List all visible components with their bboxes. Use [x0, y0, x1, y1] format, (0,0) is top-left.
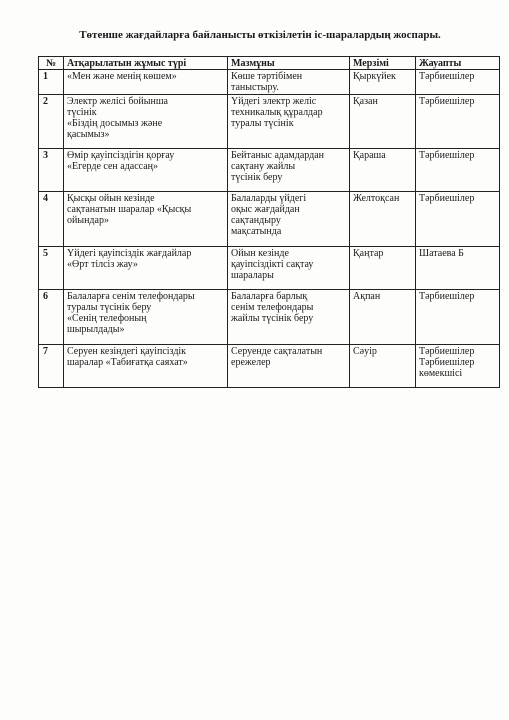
cell-text-line: Тәрбиешілер [419, 291, 475, 302]
cell-term [350, 70, 416, 95]
cell-text-line: Ақпан [353, 291, 381, 302]
table-row [39, 290, 500, 345]
cell-work-type [64, 95, 228, 149]
cell-text-line: Серуен кезіндегі қауіпсіздік [67, 346, 187, 357]
cell-content [228, 149, 350, 192]
cell-work-type [64, 192, 228, 247]
cell-text-line: таныстыру. [231, 82, 279, 93]
cell-text-line: туралы түсінік беру [67, 302, 152, 313]
cell-content [228, 95, 350, 149]
plan-table [38, 56, 500, 388]
cell-text-line: қасымыз» [67, 129, 110, 140]
cell-number: 5 [39, 247, 64, 290]
cell-text-line: Серуенде сақталатын [231, 346, 323, 357]
cell-term [350, 247, 416, 290]
cell-work-type [64, 290, 228, 345]
cell-text-line: Үйдегі электр желіс [231, 96, 317, 107]
cell-text-line: Тәрбиешілер [419, 96, 475, 107]
cell-text-line: шаралар «Табиғатқа саяхат» [67, 357, 188, 368]
cell-text-line: «Мен және менің көшем» [67, 71, 177, 82]
cell-responsible [416, 192, 500, 247]
cell-number: 7 [39, 345, 64, 388]
cell-number: 6 [39, 290, 64, 345]
cell-text-line: сенім телефондары [231, 302, 314, 313]
cell-content [228, 192, 350, 247]
cell-responsible [416, 345, 500, 388]
cell-work-type [64, 345, 228, 388]
table-row [39, 247, 500, 290]
cell-text-line: Тәрбиешілер [419, 71, 475, 82]
cell-term [350, 192, 416, 247]
cell-responsible [416, 95, 500, 149]
cell-text-line: туралы түсінік [231, 118, 294, 129]
cell-text-line: Тәрбиешілер [419, 357, 475, 368]
cell-term [350, 95, 416, 149]
cell-term [350, 149, 416, 192]
cell-responsible [416, 290, 500, 345]
cell-work-type [64, 247, 228, 290]
table-row [39, 192, 500, 247]
cell-number: 3 [39, 149, 64, 192]
cell-responsible [416, 247, 500, 290]
cell-text-line: «Сенің телефоның [67, 313, 147, 324]
header-content: Мазмұны [228, 57, 350, 70]
cell-text-line: Электр желісі бойынша [67, 96, 168, 107]
cell-work-type [64, 70, 228, 95]
cell-text-line: Тәрбиешілер [419, 346, 475, 357]
cell-number: 1 [39, 70, 64, 95]
cell-text-line: қауіпсіздікті сақтау [231, 259, 314, 270]
table-row [39, 70, 500, 95]
cell-text-line: шырылдады» [67, 324, 125, 335]
cell-text-line: Тәрбиешілер [419, 150, 475, 161]
table-header-row [39, 57, 500, 70]
cell-text-line: Қазан [353, 96, 378, 107]
cell-text-line: «Егерде сен адассаң» [67, 161, 159, 172]
cell-text-line: «Өрт тілсіз жау» [67, 259, 138, 270]
header-responsible: Жауапты [416, 57, 500, 70]
cell-text-line: Бейтаныс адамдардан [231, 150, 325, 161]
cell-text-line: жайлы түсінік беру [231, 313, 314, 324]
document-title: Төтенше жағдайларға байланысты өткізілетін іс-шаралардың жоспары. [79, 29, 441, 41]
cell-number: 2 [39, 95, 64, 149]
cell-text-line: сақтану жайлы [231, 161, 296, 172]
cell-text-line: Қысқы ойын кезінде [67, 193, 155, 204]
table-row [39, 149, 500, 192]
header-number: № [39, 57, 64, 70]
cell-number: 4 [39, 192, 64, 247]
cell-text-line: түсінік беру [231, 172, 283, 183]
cell-term [350, 290, 416, 345]
cell-text-line: мақсатында [231, 226, 282, 237]
cell-text-line: Өмір қауіпсіздігін қорғау [67, 150, 175, 161]
cell-text-line: көмекшісі [419, 368, 463, 379]
cell-content [228, 290, 350, 345]
cell-text-line: түсінік [67, 107, 97, 118]
cell-text-line: Балаларға сенім телефондары [67, 291, 195, 302]
cell-text-line: ойындар» [67, 215, 109, 226]
cell-text-line: техникалық құралдар [231, 107, 323, 118]
cell-responsible [416, 70, 500, 95]
table-row [39, 95, 500, 149]
cell-term [350, 345, 416, 388]
cell-content [228, 247, 350, 290]
cell-text-line: оқыс жағдайдан [231, 204, 300, 215]
cell-text-line: Сәуір [353, 346, 377, 357]
cell-text-line: Үйдегі қауіпсіздік жағдайлар [67, 248, 192, 259]
cell-text-line: «Біздің досымыз және [67, 118, 163, 129]
cell-text-line: Балаларға барлық [231, 291, 308, 302]
cell-text-line: Қыркүйек [353, 71, 396, 82]
cell-text-line: Балаларды үйдегі [231, 193, 307, 204]
cell-text-line: сақтандыру [231, 215, 281, 226]
header-term: Мерзімі [350, 57, 416, 70]
cell-responsible [416, 149, 500, 192]
cell-text-line: шаралары [231, 270, 274, 281]
cell-text-line: Желтоқсан [353, 193, 400, 204]
cell-text-line: Көше тәртібімен [231, 71, 303, 82]
header-work-type: Атқарылатын жұмыс түрі [64, 57, 228, 70]
cell-content [228, 345, 350, 388]
cell-text-line: Қаңтар [353, 248, 384, 259]
cell-work-type [64, 149, 228, 192]
cell-text-line: Тәрбиешілер [419, 193, 475, 204]
cell-text-line: Ойын кезінде [231, 248, 289, 259]
table-row [39, 345, 500, 388]
cell-text-line: сақтанатын шаралар «Қысқы [67, 204, 192, 215]
cell-text-line: ережелер [231, 357, 271, 368]
cell-text-line: Шатаева Б [419, 248, 464, 259]
cell-text-line: Қараша [353, 150, 386, 161]
cell-content [228, 70, 350, 95]
table-body [39, 70, 500, 388]
